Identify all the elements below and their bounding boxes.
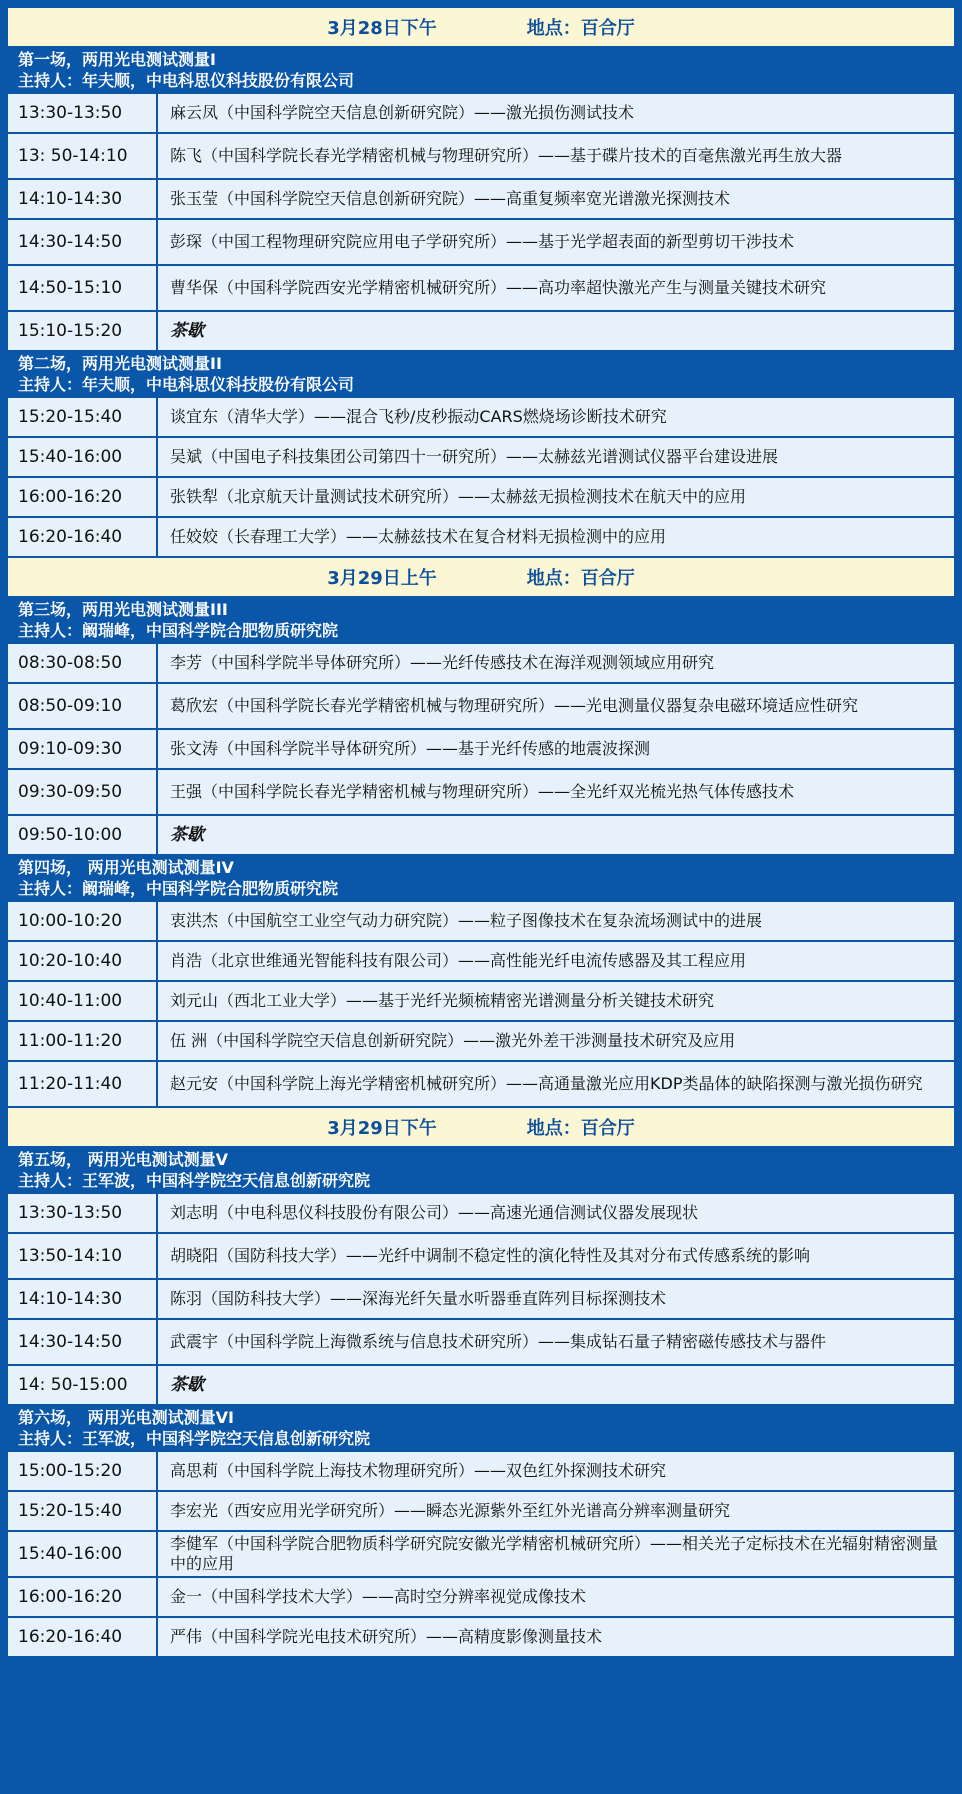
talk-title: 赵元安（中国科学院上海光学精密机械研究所）——高通量激光应用KDP类晶体的缺陷探测与激光损伤研究 — [158, 1062, 954, 1106]
talk-time: 15:40-16:00 — [8, 1532, 156, 1576]
talk-time: 13:30-13:50 — [8, 1194, 156, 1232]
talk-row — [8, 1320, 954, 1364]
talk-title: 曹华保（中国科学院西安光学精密机械研究所）——高功率超快激光产生与测量关键技术研究 — [158, 266, 954, 310]
day-venue: 地点：百合厅 — [526, 1118, 635, 1139]
talk-row — [8, 180, 954, 218]
day-venue: 地点：百合厅 — [526, 18, 635, 39]
break-label: 茶歇 — [158, 816, 954, 854]
talk-title: 陈羽（国防科技大学）——深海光纤矢量水听器垂直阵列目标探测技术 — [158, 1280, 954, 1318]
talk-title: 王强（中国科学院长春光学精密机械与物理研究所）——全光纤双光梳光热气体传感技术 — [158, 770, 954, 814]
session-header — [8, 598, 954, 642]
talk-title: 高思莉（中国科学院上海技术物理研究所）——双色红外探测技术研究 — [158, 1452, 954, 1490]
talk-time: 09:30-09:50 — [8, 770, 156, 814]
talk-row — [8, 1532, 954, 1576]
talk-row — [8, 438, 954, 476]
talk-time: 14: 50-15:00 — [8, 1366, 156, 1404]
talk-title: 张文涛（中国科学院半导体研究所）——基于光纤传感的地震波探测 — [158, 730, 954, 768]
talk-row — [8, 1578, 954, 1616]
day-date: 3月28日下午 — [327, 18, 437, 39]
session-host: 主持人：王军波，中国科学院空天信息创新研究院 — [18, 1171, 371, 1190]
talk-title: 伍 洲（中国科学院空天信息创新研究院）——激光外差干涉测量技术研究及应用 — [158, 1022, 954, 1060]
talk-time: 13:50-14:10 — [8, 1234, 156, 1278]
break-row — [8, 1366, 954, 1404]
talk-row — [8, 1618, 954, 1656]
talk-row — [8, 478, 954, 516]
session-host: 主持人：阚瑞峰，中国科学院合肥物质研究院 — [18, 879, 339, 898]
talk-row — [8, 684, 954, 728]
talk-row — [8, 1234, 954, 1278]
talk-time: 08:30-08:50 — [8, 644, 156, 682]
talk-title: 李芳（中国科学院半导体研究所）——光纤传感技术在海洋观测领域应用研究 — [158, 644, 954, 682]
talk-time: 13:30-13:50 — [8, 94, 156, 132]
break-label: 茶歇 — [158, 312, 954, 350]
talk-row — [8, 942, 954, 980]
talk-title: 任姣姣（长春理工大学）——太赫兹技术在复合材料无损检测中的应用 — [158, 518, 954, 556]
break-row — [8, 312, 954, 350]
talk-row — [8, 1022, 954, 1060]
talk-title: 刘志明（中电科思仪科技股份有限公司）——高速光通信测试仪器发展现状 — [158, 1194, 954, 1232]
talk-time: 10:00-10:20 — [8, 902, 156, 940]
talk-time: 15:20-15:40 — [8, 398, 156, 436]
talk-row — [8, 1492, 954, 1530]
talk-row — [8, 1280, 954, 1318]
talk-time: 15:40-16:00 — [8, 438, 156, 476]
talk-time: 16:20-16:40 — [8, 1618, 156, 1656]
talk-row — [8, 134, 954, 178]
talk-row — [8, 770, 954, 814]
talk-title: 武震宇（中国科学院上海微系统与信息技术研究所）——集成钻石量子精密磁传感技术与器件 — [158, 1320, 954, 1364]
talk-time: 11:20-11:40 — [8, 1062, 156, 1106]
talk-row — [8, 1452, 954, 1490]
session-header — [8, 856, 954, 900]
talk-time: 16:20-16:40 — [8, 518, 156, 556]
talk-time: 14:10-14:30 — [8, 1280, 156, 1318]
session-header — [8, 1406, 954, 1450]
day-date: 3月29日上午 — [327, 568, 437, 589]
session-title: 第一场，两用光电测试测量I — [18, 50, 216, 69]
talk-title: 严伟（中国科学院光电技术研究所）——高精度影像测量技术 — [158, 1618, 954, 1656]
talk-title: 刘元山（西北工业大学）——基于光纤光频梳精密光谱测量分析关键技术研究 — [158, 982, 954, 1020]
talk-time: 10:40-11:00 — [8, 982, 156, 1020]
session-title: 第五场， 两用光电测试测量V — [18, 1150, 228, 1169]
talk-row — [8, 982, 954, 1020]
talk-row — [8, 730, 954, 768]
day-header — [8, 558, 954, 596]
talk-time: 14:30-14:50 — [8, 1320, 156, 1364]
talk-title: 李健军（中国科学院合肥物质科学研究院安徽光学精密机械研究所）——相关光子定标技术在光辐射精密测量中的应用 — [158, 1532, 954, 1576]
talk-time: 16:00-16:20 — [8, 1578, 156, 1616]
talk-time: 09:10-09:30 — [8, 730, 156, 768]
talk-row — [8, 220, 954, 264]
talk-title: 葛欣宏（中国科学院长春光学精密机械与物理研究所）——光电测量仪器复杂电磁环境适应性研究 — [158, 684, 954, 728]
talk-title: 谈宜东（清华大学）——混合飞秒/皮秒振动CARS燃烧场诊断技术研究 — [158, 398, 954, 436]
talk-time: 10:20-10:40 — [8, 942, 156, 980]
talk-row — [8, 902, 954, 940]
talk-time: 09:50-10:00 — [8, 816, 156, 854]
talk-time: 14:10-14:30 — [8, 180, 156, 218]
talk-row — [8, 518, 954, 556]
talk-time: 13: 50-14:10 — [8, 134, 156, 178]
session-header — [8, 352, 954, 396]
talk-row — [8, 1194, 954, 1232]
talk-title: 肖浩（北京世维通光智能科技有限公司）——高性能光纤电流传感器及其工程应用 — [158, 942, 954, 980]
talk-row — [8, 644, 954, 682]
session-host: 主持人：王军波，中国科学院空天信息创新研究院 — [18, 1429, 371, 1448]
talk-title: 陈飞（中国科学院长春光学精密机械与物理研究所）——基于碟片技术的百毫焦激光再生放大器 — [158, 134, 954, 178]
talk-time: 15:00-15:20 — [8, 1452, 156, 1490]
session-host: 主持人：年夫顺，中电科思仪科技股份有限公司 — [18, 71, 355, 90]
talk-time: 08:50-09:10 — [8, 684, 156, 728]
talk-title: 衷洪杰（中国航空工业空气动力研究院）——粒子图像技术在复杂流场测试中的进展 — [158, 902, 954, 940]
talk-title: 麻云凤（中国科学院空天信息创新研究院）——激光损伤测试技术 — [158, 94, 954, 132]
talk-title: 胡晓阳（国防科技大学）——光纤中调制不稳定性的演化特性及其对分布式传感系统的影响 — [158, 1234, 954, 1278]
session-host: 主持人：年夫顺，中电科思仪科技股份有限公司 — [18, 375, 355, 394]
day-venue: 地点：百合厅 — [526, 568, 635, 589]
session-title: 第四场， 两用光电测试测量IV — [18, 858, 234, 877]
session-title: 第三场，两用光电测试测量III — [18, 600, 228, 619]
talk-time: 14:30-14:50 — [8, 220, 156, 264]
session-title: 第六场， 两用光电测试测量VI — [18, 1408, 234, 1427]
talk-title: 李宏光（西安应用光学研究所）——瞬态光源紫外至红外光谱高分辨率测量研究 — [158, 1492, 954, 1530]
talk-title: 吴斌（中国电子科技集团公司第四十一研究所）——太赫兹光谱测试仪器平台建设进展 — [158, 438, 954, 476]
talk-row — [8, 94, 954, 132]
break-row — [8, 816, 954, 854]
session-host: 主持人：阚瑞峰，中国科学院合肥物质研究院 — [18, 621, 339, 640]
session-header — [8, 48, 954, 92]
talk-title: 张玉莹（中国科学院空天信息创新研究院）——高重复频率宽光谱激光探测技术 — [158, 180, 954, 218]
talk-time: 15:20-15:40 — [8, 1492, 156, 1530]
talk-title: 金一（中国科学技术大学）——高时空分辨率视觉成像技术 — [158, 1578, 954, 1616]
day-date: 3月29日下午 — [327, 1118, 437, 1139]
talk-time: 16:00-16:20 — [8, 478, 156, 516]
session-title: 第二场，两用光电测试测量II — [18, 354, 222, 373]
break-label: 茶歇 — [158, 1366, 954, 1404]
talk-row — [8, 266, 954, 310]
talk-time: 11:00-11:20 — [8, 1022, 156, 1060]
talk-title: 张铁犁（北京航天计量测试技术研究所）——太赫兹无损检测技术在航天中的应用 — [158, 478, 954, 516]
talk-title: 彭琛（中国工程物理研究院应用电子学研究所）——基于光学超表面的新型剪切干涉技术 — [158, 220, 954, 264]
talk-time: 14:50-15:10 — [8, 266, 156, 310]
talk-time: 15:10-15:20 — [8, 312, 156, 350]
day-header — [8, 8, 954, 46]
talk-row — [8, 398, 954, 436]
talk-row — [8, 1062, 954, 1106]
day-header — [8, 1108, 954, 1146]
schedule-table — [8, 8, 954, 1786]
session-header — [8, 1148, 954, 1192]
